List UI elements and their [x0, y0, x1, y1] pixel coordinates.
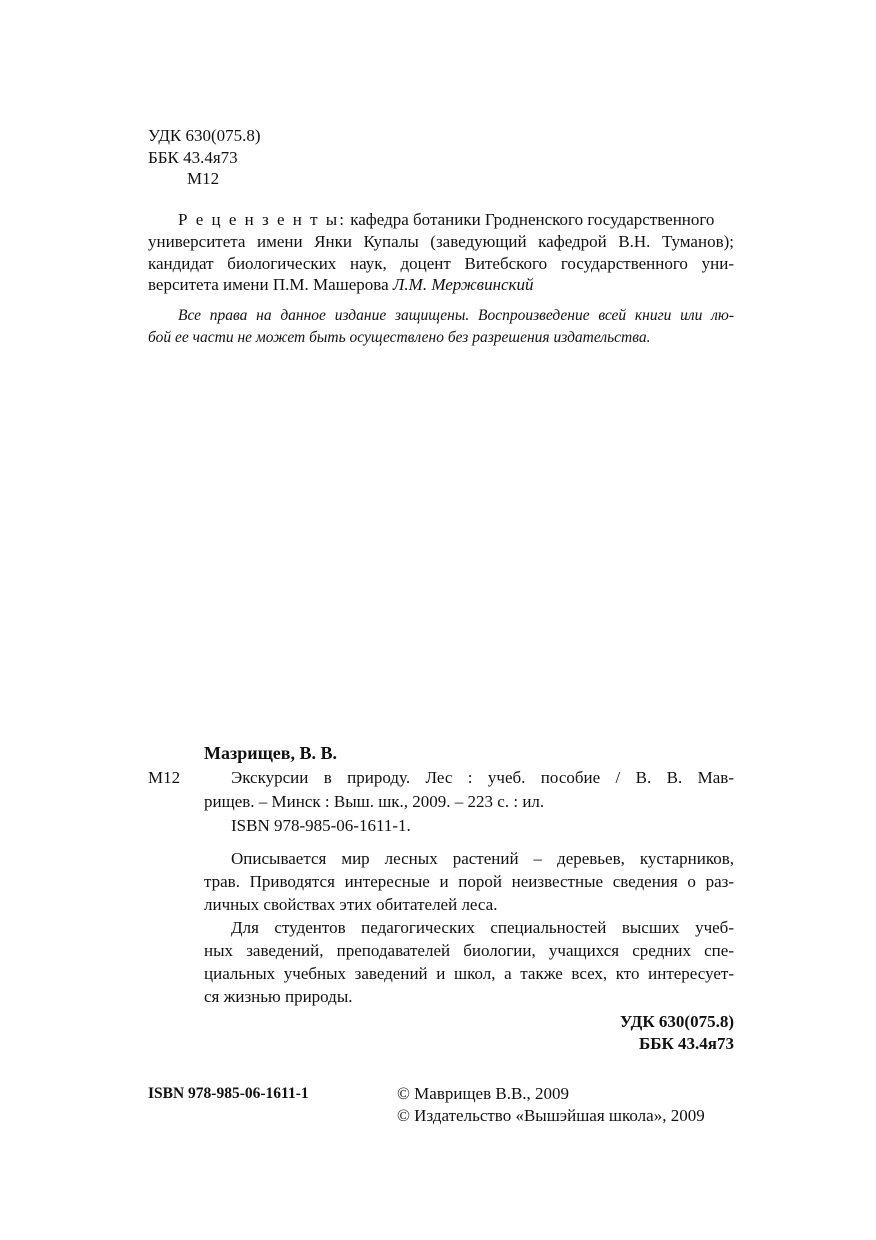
- reviewers-line-1: [178, 209, 734, 231]
- bbk-code: ББК 43.4я73: [148, 148, 238, 167]
- rights-line-2: бой ее части не может быть осуществлено без разрешения издательства.: [148, 329, 651, 346]
- reviewers-line-4: [148, 274, 534, 296]
- copyright-author: © Маврищев В.В., 2009: [397, 1084, 570, 1103]
- annotation-p1-line-3: личных свойствах этих обитателей леса.: [204, 895, 498, 914]
- reviewers-line-3: кандидат биологических наук, доцент Витебского государственного уни-: [148, 254, 734, 273]
- copyright-publisher: © Издательство «Вышэйшая школа», 2009: [397, 1106, 705, 1125]
- card-author: Мазрищев, В. В.: [204, 743, 338, 763]
- card-isbn: ISBN 978-985-06-1611-1.: [231, 816, 411, 835]
- annotation-p2-line-4: ся жизнью природы.: [204, 987, 353, 1006]
- reviewers-line-1-text: кафедра ботаники Гродненского государственного: [350, 210, 715, 229]
- rights-line-1: Все права на данное издание защищены. Воспроизведение всей книги или лю-: [178, 307, 734, 324]
- annotation-p2-line-2: ных заведений, преподавателей биологии, учащихся средних спе-: [204, 941, 734, 960]
- annotation-p1-line-2: трав. Приводятся интересные и порой неизвестные сведения о раз-: [204, 872, 734, 891]
- classification-udk: УДК 630(075.8): [619, 1012, 734, 1031]
- udk-code: УДК 630(075.8): [148, 126, 261, 145]
- classification-bbk: ББК 43.4я73: [638, 1034, 734, 1053]
- annotation-p2-line-3: циальных учебных заведений и школ, а также всех, кто интересует-: [204, 964, 734, 983]
- reviewer-person: Л.М. Мержвинский: [392, 275, 534, 294]
- card-title-line-1: Экскурсии в природу. Лес : учеб. пособие / В. В. Мав-: [231, 768, 734, 787]
- reviewers-label: Р е ц е н з е н т ы:: [178, 210, 346, 229]
- reviewers-line-2: университета имени Янки Купалы (заведующий кафедрой В.Н. Туманов);: [148, 232, 734, 251]
- card-title-line-2: рищев. – Минск : Выш. шк., 2009. – 223 с. : ил.: [204, 792, 545, 811]
- card-mark: М12: [148, 768, 181, 787]
- footer-isbn: ISBN 978-985-06-1611-1: [148, 1085, 309, 1102]
- reviewers-line-4-text: верситета имени П.М. Машерова: [148, 275, 389, 294]
- annotation-p2-line-1: Для студентов педагогических специальностей высших учеб-: [231, 918, 734, 937]
- author-mark: М12: [187, 169, 220, 188]
- annotation-p1-line-1: Описывается мир лесных растений – деревьев, кустарников,: [231, 849, 734, 868]
